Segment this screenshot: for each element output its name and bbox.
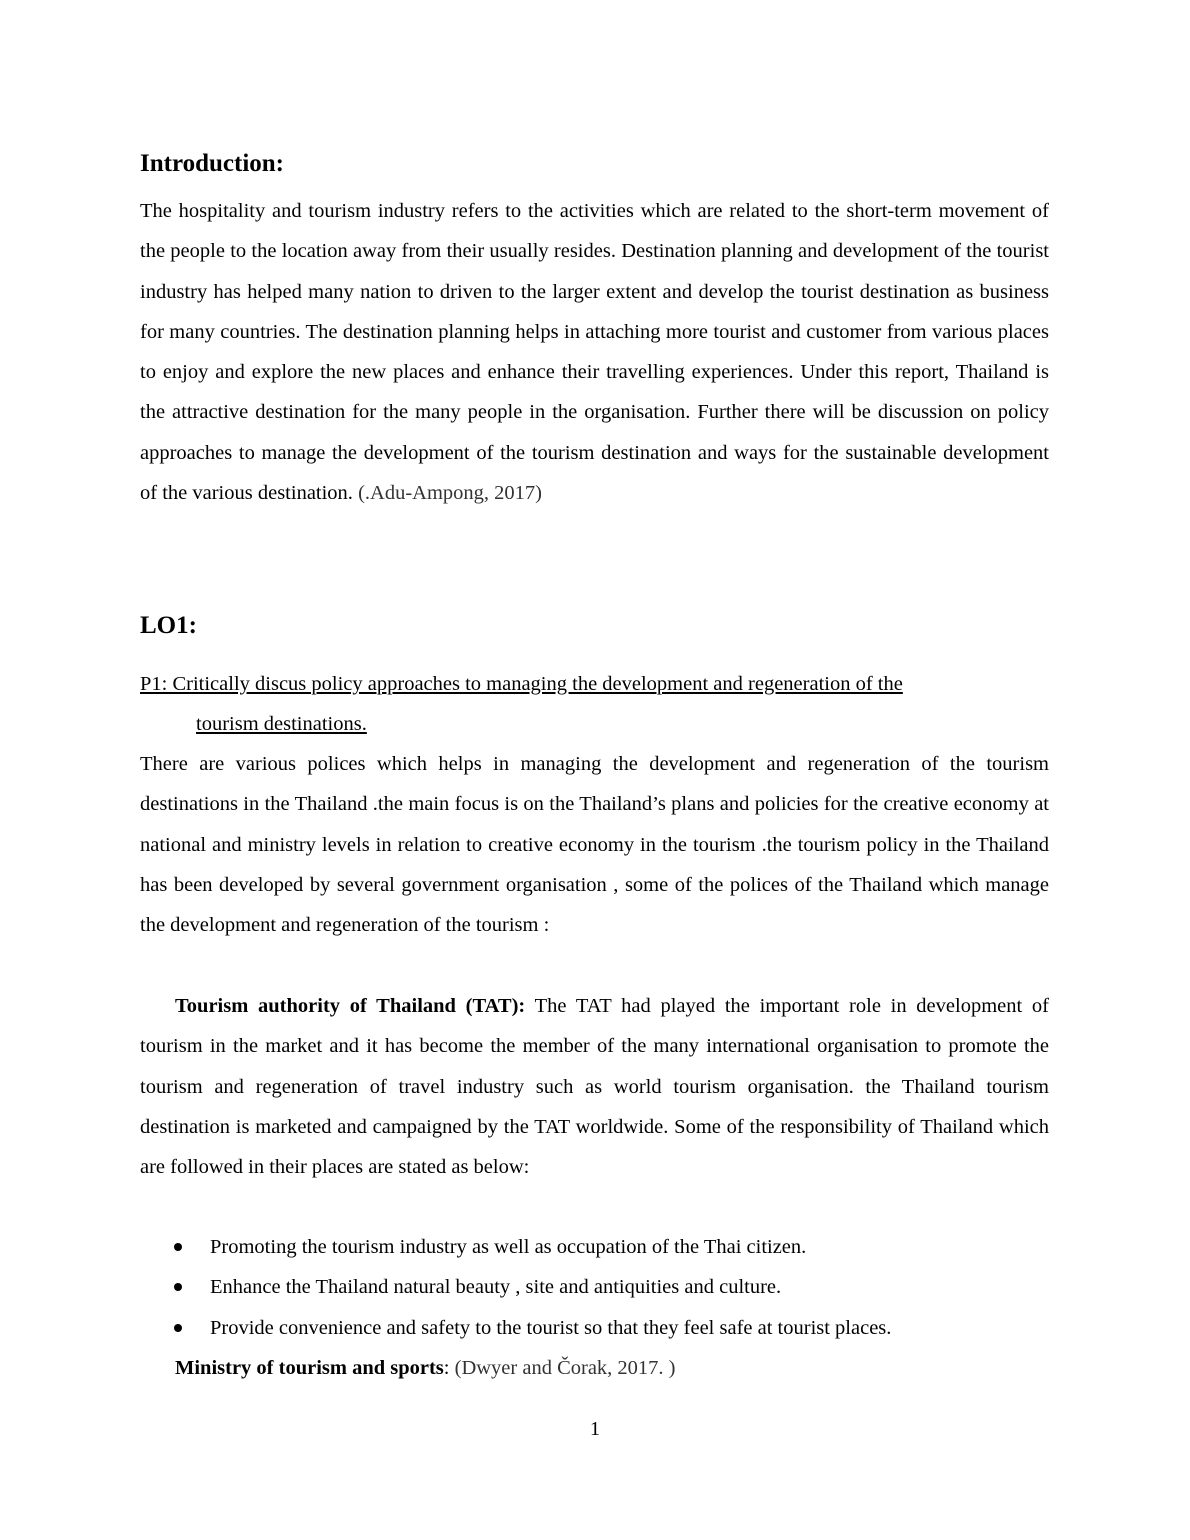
bullet-icon: [174, 1324, 182, 1332]
ministry-citation: (Dwyer and Čorak, 2017. ): [454, 1357, 676, 1379]
list-item: Enhance the Thailand natural beauty , site and antiquities and culture.: [140, 1267, 1049, 1307]
introduction-paragraph: [140, 191, 1049, 513]
bullet-icon: [174, 1283, 182, 1291]
tat-label: Tourism authority of Thailand (TAT):: [175, 995, 526, 1017]
list-item: Provide convenience and safety to the tourist so that they feel safe at tourist places.: [140, 1308, 1049, 1348]
task-p1-heading: [140, 664, 1049, 744]
task-p1-line1: P1: Critically discus policy approaches to managing the development and regeneration of the: [140, 673, 903, 695]
list-item: Promoting the tourism industry as well as occupation of the Thai citizen.: [140, 1227, 1049, 1267]
lo1-heading: LO1:: [140, 612, 197, 639]
lo1-paragraph: There are various polices which helps in managing the development and regeneration of the tourism destinations in the Thailand .the main focus is on the Thailand’s plans and policies for the creative economy at national and ministry levels in relation to creative economy in the tourism .the tourism policy in the Thailand has been developed by several government organisation , some of the polices of the Thailand which manage the development and regeneration of the tourism :: [140, 753, 1049, 937]
introduction-citation: (.Adu-Ampong, 2017): [358, 482, 542, 505]
introduction-body: The hospitality and tourism industry refers to the activities which are related to the short-term movement of the people to the location away from their usually resides. Destination planning and development of the tourist industry has helped many nation to driven to the larger extent and develop the tourist destination as business for many countries. The destination planning helps in attaching more tourist and customer from various places to enjoy and explore the new places and enhance their travelling experiences. Under this report, Thailand is the attractive destination for the many people in the organisation. Further there will be discussion on policy approaches to manage the development of the tourism destination and ways for the sustainable development of the various destination.: [140, 200, 1049, 505]
introduction-heading: Introduction:: [140, 150, 285, 177]
ministry-label: Ministry of tourism and sports: [175, 1357, 444, 1379]
task-p1-line2: tourism destinations.: [196, 713, 367, 735]
page-number: 1: [589, 1418, 601, 1440]
tat-responsibility-list: [140, 1227, 1049, 1348]
tat-paragraph: [140, 986, 1049, 1187]
tat-body: The TAT had played the important role in development of tourism in the market and it has become the member of the many international organisation to promote the tourism and regeneration of travel industry such as world tourism organisation. the Thailand tourism destination is marketed and campaigned by the TAT worldwide. Some of the responsibility of Thailand which are followed in their places are stated as below:: [140, 995, 1049, 1179]
ministry-line: Ministry of tourism and sports: (Dwyer and Čorak, 2017. ): [175, 1357, 676, 1379]
bullet-icon: [174, 1243, 182, 1251]
